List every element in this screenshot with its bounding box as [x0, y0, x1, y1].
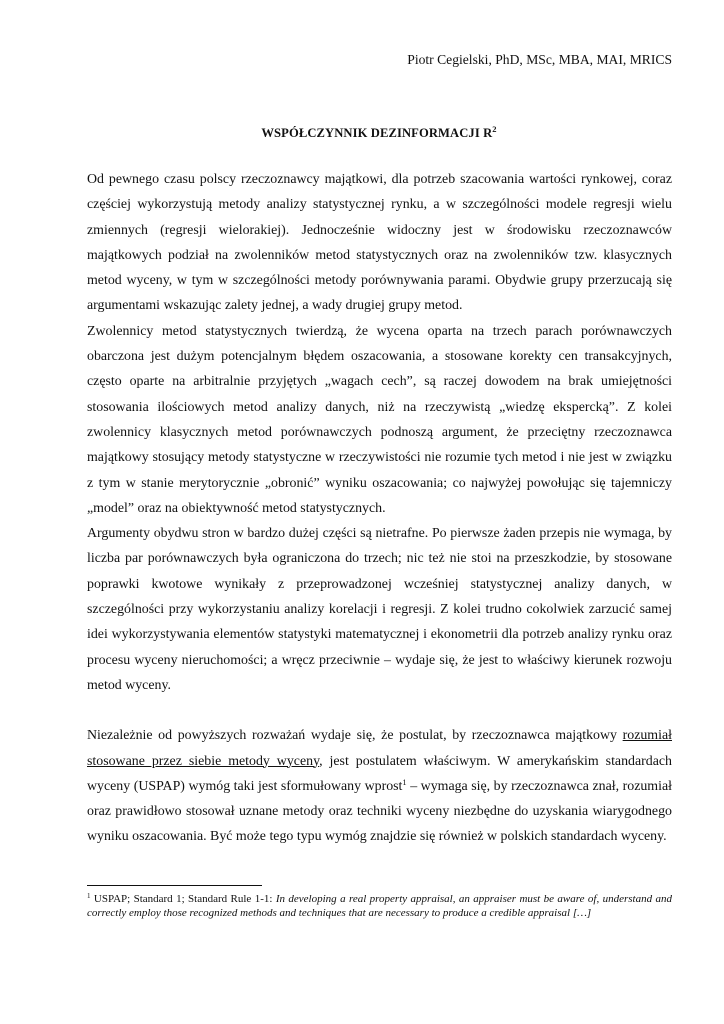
footnote-source: USPAP; Standard 1; Standard Rule 1-1: [90, 893, 276, 905]
paragraph-3: Argumenty obydwu stron w bardzo dużej części są nietrafne. Po pierwsze żaden przepis nie wymaga, by liczba par porównawczych była ograniczona do trzech; nic też nie stoi na przeszkodzie, by stosowane poprawki kwotowe wynikały z przeprowadzonej wcześniej statystycznej analizy danych, w szczególności przy wykorzystaniu analizy korelacji i regresji. Z kolei trudno cokolwiek zarzucić samej idei wykorzystywania elementów statystyki matematycznej i ekonometrii dla potrzeb analizy rynku oraz procesu wyceny nieruchomości; a wręcz przeciwnie – wydaje się, że jest to właściwy kierunek rozwoju metod wyceny. [87, 526, 672, 693]
footnote-quote: In developing a real property appraisal, an appraiser must be aware of, understand and correctly employ those recognized methods and techniques that are necessary to produce a credible appraisal […] [87, 893, 672, 919]
title-text: WSPÓŁCZYNNIK DEZINFORMACJI R [261, 126, 493, 140]
paragraph-4-underlined: rozumiał stosowane przez siebie metody wyceny [87, 728, 672, 769]
footnote [87, 893, 672, 920]
paragraph-2: Zwolennicy metod statystycznych twierdzą, że wycena oparta na trzech parach porównawczych obarczona jest dużym potencjalnym błędem oszacowania, a stosowane korekty cen transakcyjnych, często oparte na arbitralnie przyjętych „wagach cech”, są raczej dowodem na brak umiejętności stosowania ilościowych metod analizy danych, niż na rzeczywistą „wiedzę ekspercką”. Z kolei zwolennicy klasycznych metod porównawczych podnoszą argument, że przeciętny rzeczoznawca majątkowy stosujący metody statystyczne w rzeczywistości nie rozumie tych metod i nie jest w związku z tym w stanie merytorycznie „obronić” wyniku oszacowania; co najwyżej powołując się tajemniczy „model” oraz na obiektywność metod statystycznych. [87, 323, 672, 516]
footnote-reference[interactable]: 1 [402, 776, 407, 787]
author-header: Piotr Cegielski, PhD, MSc, MBA, MAI, MRICS [407, 52, 672, 67]
title-superscript: 2 [492, 124, 497, 134]
footnote-divider [87, 885, 262, 886]
paragraph-4 [87, 723, 672, 849]
paragraph-4-before: Niezależnie od powyższych rozważań wydaje się, że postulat, by rzeczoznawca majątkowy [87, 728, 623, 744]
footnote-number: 1 [87, 892, 91, 900]
document-body [87, 167, 672, 850]
paragraph-1: Od pewnego czasu polscy rzeczoznawcy majątkowi, dla potrzeb szacowania wartości rynkowej, coraz częściej wykorzystują metody analizy statystycznej rynku, a w szczególności modele regresji wielu zmiennych (regresji wielorakiej). Jednocześnie widoczny jest w środowisku rzeczoznawców majątkowych podział na zwolenników metod statystycznych oraz na zwolenników tzw. klasycznych metod wyceny, w tym w szczególności metody porównywania parami. Obydwie grupy przerzucają się argumentami wskazując zalety jednej, a wady drugiej grupy metod. [87, 172, 672, 314]
paragraph-4-middle: , jest postulatem właściwym. W amerykańskim standardach wyceny (USPAP) wymóg taki jest sformułowany wprost [87, 753, 672, 794]
paragraph-4-after: – wymaga się, by rzeczoznawca znał, rozumiał oraz prawidłowo stosował uznane metody oraz techniki wyceny niezbędne do uzyskania wiarygodnego wyniku oszacowania. Być może tego typu wymóg znajdzie się również w polskich standardach wyceny. [87, 778, 672, 845]
document-title [86, 124, 672, 142]
